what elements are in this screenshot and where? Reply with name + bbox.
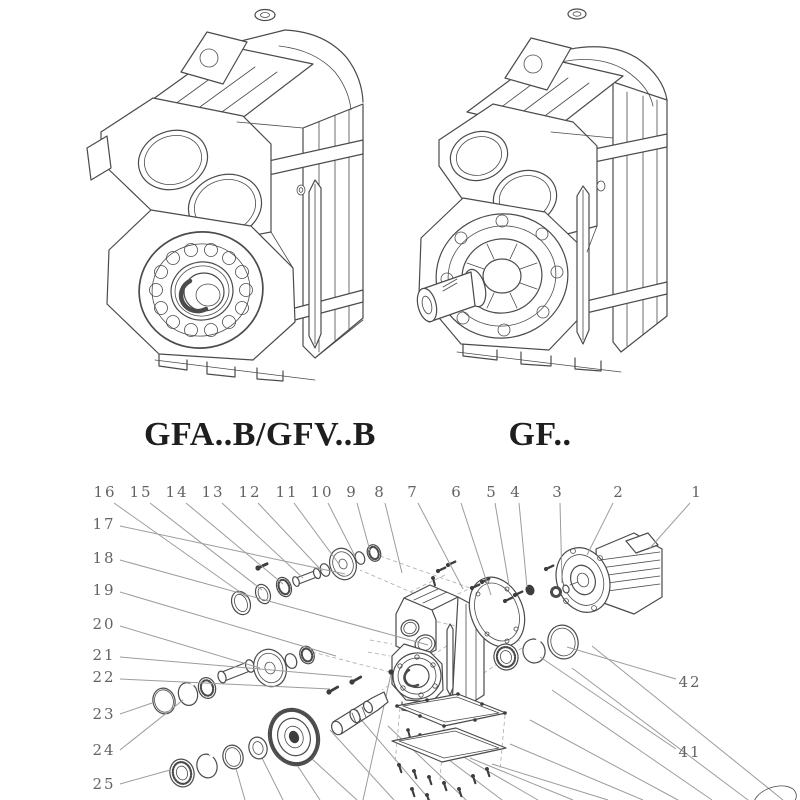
- leader-line-18: [120, 560, 428, 645]
- callout-number-15: 15: [129, 483, 153, 501]
- leader-line-9: [357, 503, 370, 551]
- callout-number-24: 24: [92, 741, 116, 759]
- callout-number-9: 9: [346, 483, 358, 501]
- callout-number-21: 21: [92, 646, 116, 664]
- callout-4: [510, 483, 527, 587]
- exploded-parts-diagram: [0, 470, 800, 800]
- leader-line-12: [258, 503, 322, 571]
- callout-5: [486, 483, 509, 585]
- callout-number-6: 6: [451, 483, 463, 501]
- callout-9: [346, 483, 370, 551]
- callout-number-18: 18: [92, 549, 116, 567]
- callout-number-1: 1: [691, 483, 703, 501]
- leader-line-20: [120, 626, 260, 668]
- callout-number-5: 5: [486, 483, 498, 501]
- callout-number-11: 11: [275, 483, 299, 501]
- callout-number-19: 19: [92, 581, 116, 599]
- leader-line-25: [120, 770, 170, 784]
- model-label-gf: GF..: [508, 416, 572, 453]
- model-label-gfab-gfvb: GFA..B/GFV..B: [144, 416, 376, 453]
- callout-number-7: 7: [407, 483, 419, 501]
- callout-number-17: 17: [92, 515, 116, 533]
- leader-line-7: [418, 503, 463, 589]
- callout-number-12: 12: [238, 483, 262, 501]
- leader-line-1: [650, 503, 690, 548]
- leader-line-15: [150, 503, 262, 590]
- callout-number-8: 8: [374, 483, 386, 501]
- leader-line-42: [567, 647, 676, 679]
- leader-line-23: [120, 703, 152, 714]
- leader-line-8: [385, 503, 402, 573]
- callout-number-2: 2: [613, 483, 625, 501]
- gearbox-right-body: [414, 9, 667, 372]
- callout-41: [540, 657, 702, 761]
- callout-25: [92, 770, 170, 793]
- gearbox-drawing-gfab-gfvb: [57, 0, 402, 400]
- gearbox-left-body: [87, 10, 363, 382]
- leader-lines-bottom: [233, 646, 800, 800]
- callout-number-41: 41: [678, 743, 702, 761]
- leader-line-4: [519, 503, 527, 587]
- callout-number-4: 4: [510, 483, 522, 501]
- callout-number-42: 42: [678, 673, 702, 691]
- callout-1: [650, 483, 703, 548]
- leader-line-41: [540, 657, 676, 749]
- callout-number-10: 10: [310, 483, 334, 501]
- leader-line-16: [114, 503, 247, 597]
- callout-number-16: 16: [93, 483, 117, 501]
- callout-17: [92, 515, 345, 574]
- gearbox-drawing-gf: [405, 0, 715, 395]
- callout-number-13: 13: [201, 483, 225, 501]
- leader-line-6: [461, 503, 491, 595]
- leader-line-5: [495, 503, 509, 585]
- callout-42: [567, 647, 702, 691]
- callout-23: [92, 703, 152, 723]
- output-gear-set: [167, 692, 388, 790]
- callout-number-22: 22: [92, 668, 116, 686]
- callout-number-23: 23: [92, 705, 116, 723]
- callout-number-20: 20: [92, 615, 116, 633]
- leader-line-19: [120, 592, 336, 656]
- leader-line-21: [120, 657, 352, 677]
- leader-line-24: [120, 700, 183, 750]
- callout-19: [92, 581, 336, 656]
- callout-number-14: 14: [165, 483, 189, 501]
- callout-20: [92, 615, 260, 668]
- callout-number-25: 25: [92, 775, 116, 793]
- callout-number-3: 3: [552, 483, 564, 501]
